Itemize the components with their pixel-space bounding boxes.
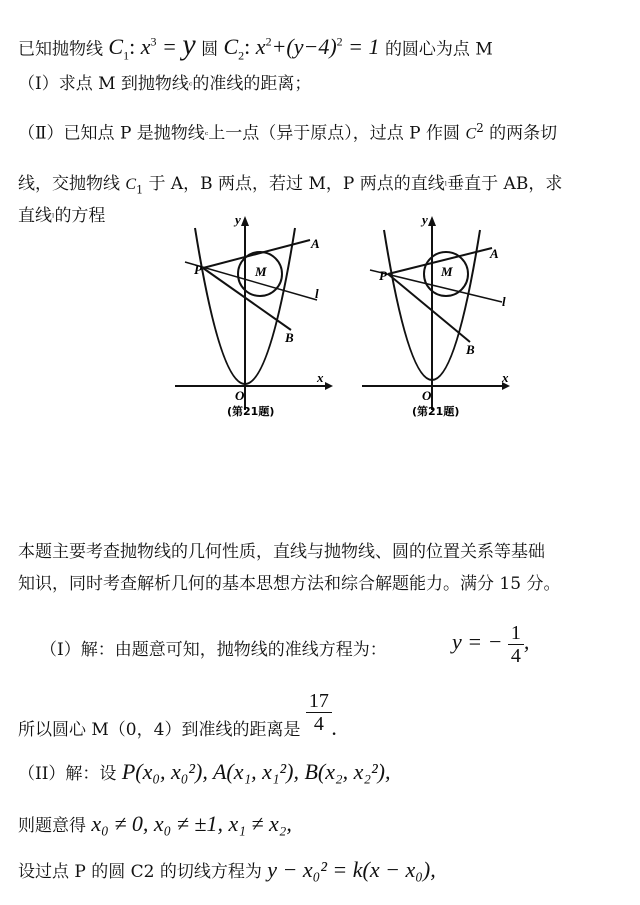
solution-step-3: （II）解：设 P(x₀, x₀²), A(x₁, x₁²), B(x₂, x₂²), (18, 759, 391, 784)
figure-1 (165, 210, 345, 420)
line-l (370, 270, 502, 302)
fig2-m-label: M (441, 264, 453, 279)
figure-2 (352, 210, 532, 420)
fig2-l-label: l (502, 294, 506, 309)
problem-part2-line3: 直线ˡ的方程 (18, 206, 106, 226)
fig1-o-label: O (235, 388, 245, 403)
fig1-b-label: B (285, 330, 294, 345)
solution-step-4: 则题意得 x₀ ≠ 0, x₀ ≠ ±1, x₁ ≠ x₂, (18, 811, 292, 836)
fig1-m-label: M (255, 264, 267, 279)
solution-step-5: 设过点 P 的圆 C2 的切线方程为 y − x₀² = k(x − x₀), (18, 857, 436, 882)
x-axis-arrow (325, 382, 333, 390)
tangent-pb (203, 268, 291, 330)
fig1-caption: (第21题) (227, 405, 275, 418)
problem-part1: （Ⅰ）求点 M 到抛物线ᶜ的准线的距离； (18, 74, 312, 94)
y-axis-arrow (428, 216, 436, 226)
y-axis-arrow (241, 216, 249, 226)
problem-part2-line2: 线，交抛物线 $C_1$ 于 A，B 两点，若过 M，P 两点的直线ˡ垂直于 AB，求 (18, 174, 563, 197)
fig2-caption: (第21题) (412, 405, 460, 418)
problem-part2-line1: （Ⅱ）已知点 P 是抛物线ᶜ上一点（异于原点），过点 P 作圆 $C_2$ 的两条切 (18, 121, 558, 144)
fig2-b-label: B (466, 342, 475, 357)
fig2-o-label: O (422, 388, 432, 403)
c1-equation: $C_1$: $x^3 = y$ (108, 28, 196, 63)
fig2-y-label: y (422, 212, 428, 227)
solution-step-1-eq: y = − $\frac{1}{4}$ , (452, 622, 530, 667)
fig1-a-label: A (311, 236, 320, 251)
center-text: 的圆心为点 M (384, 39, 493, 60)
solution-intro-1: 本题主要考查抛物线的几何性质，直线与抛物线、圆的位置关系等基础 (18, 542, 545, 562)
fig2-p-label: P (379, 268, 387, 283)
fig1-l-label: l (315, 286, 319, 301)
problem-line-1 (18, 30, 493, 68)
solution-step-1: （I）解：由题意可知，抛物线的准线方程为： (40, 640, 387, 660)
fig1-x-label: x (317, 370, 324, 385)
fig1-p-label: P (194, 262, 202, 277)
fig2-x-label: x (502, 370, 509, 385)
solution-intro-2: 知识，同时考查解析几何的基本思想方法和综合解题能力。满分 15 分。 (18, 574, 561, 594)
fig2-a-label: A (490, 246, 499, 261)
circle-word: 圆 (201, 39, 219, 60)
c2-equation: $C_2$: $x^2+(y-4)^2 = 1$ (223, 34, 380, 63)
intro-text: 已知抛物线 (18, 39, 103, 60)
solution-step-2: 所以圆心 M（0，4）到准线的距离是 $\frac{17}{4}$ . (18, 690, 338, 740)
fig1-y-label: y (235, 212, 241, 227)
